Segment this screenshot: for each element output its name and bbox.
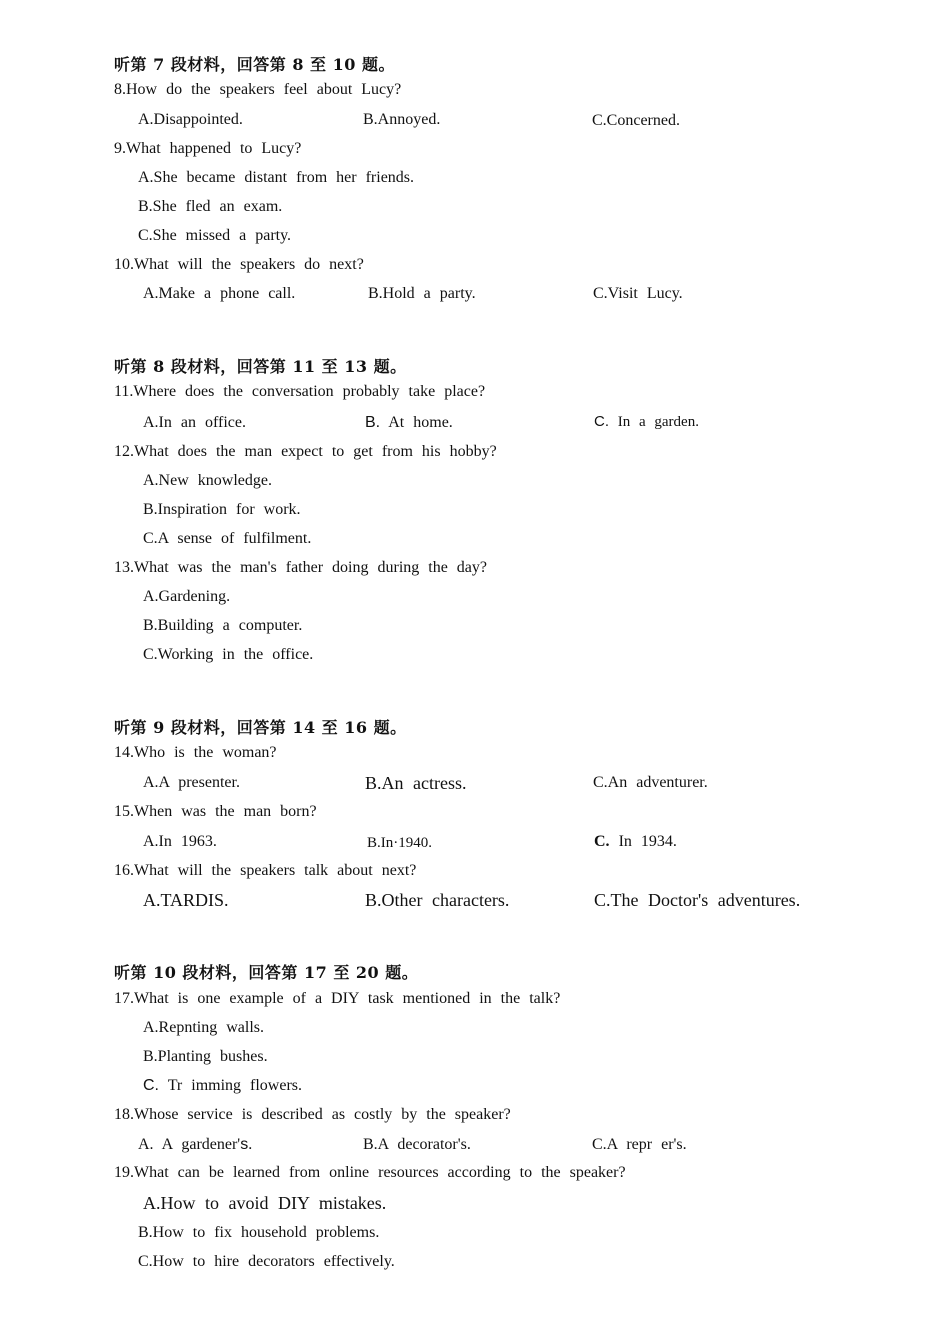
option-b: B.Annoyed. [363, 111, 441, 128]
option-a: A.In 1963. [143, 833, 217, 850]
option-text: A. A gardener' [138, 1136, 241, 1153]
option-a: A.Make a phone call. [143, 285, 296, 302]
option-a: A.She became distant from her friends. [138, 169, 415, 186]
option-c [594, 833, 677, 851]
option-c: C.A sense of fulfilment. [143, 530, 312, 547]
question-text: 12.What does the man expect to get from his hobby? [114, 443, 497, 460]
option-letter: C. [594, 413, 609, 430]
option-letter: B. [365, 414, 381, 431]
option-a: A.In an office. [143, 414, 246, 431]
option-b: B.How to fix household problems. [138, 1224, 380, 1241]
section-heading: 听第 8 段材料，回答第 11 至 13 题。 [114, 357, 407, 376]
option-c [594, 413, 699, 431]
option-c [143, 1077, 302, 1095]
option-a [138, 1136, 252, 1154]
option-b: B.Building a computer. [143, 617, 303, 634]
option-a: A.Disappointed. [138, 111, 243, 128]
option-c: C.How to hire decorators effectively. [138, 1253, 395, 1270]
question-text: 19.What can be learned from online resources according to the speaker? [114, 1164, 626, 1181]
section-heading: 听第 9 段材料，回答第 14 至 16 题。 [114, 718, 407, 737]
option-c: C.Concerned. [592, 112, 680, 129]
option-a: A.Gardening. [143, 588, 231, 605]
question-text: 10.What will the speakers do next? [114, 256, 364, 273]
question-text: 15.When was the man born? [114, 803, 317, 820]
option-b: B.Planting bushes. [143, 1048, 268, 1065]
option-text: In 1934. [609, 833, 677, 850]
option-a: A.A presenter. [143, 774, 240, 791]
option-text: In a garden. [609, 414, 699, 430]
option-c: C.She missed a party. [138, 227, 292, 244]
option-c: C.A repr er's. [592, 1136, 687, 1153]
question-text: 11.Where does the conversation probably take place? [114, 383, 486, 400]
question-text: 9.What happened to Lucy? [114, 140, 302, 157]
question-text: 18.Whose service is described as costly by the speaker? [114, 1106, 511, 1123]
option-b: B.In·1940. [367, 835, 432, 851]
option-b: B.Hold a party. [368, 285, 476, 302]
option-text: Tr imming flowers. [159, 1077, 303, 1094]
option-letter: C. [143, 1077, 159, 1094]
section-heading: 听第 7 段材料，回答第 8 至 10 题。 [114, 55, 395, 74]
option-text: At home. [380, 414, 453, 431]
question-text: 14.Who is the woman? [114, 744, 277, 761]
option-c: C.Visit Lucy. [593, 285, 683, 302]
option-text-end: . [248, 1136, 253, 1153]
question-text: 17.What is one example of a DIY task mentioned in the talk? [114, 990, 561, 1007]
option-a: A.TARDIS. [143, 890, 229, 910]
option-b: B.An actress. [365, 773, 467, 793]
option-text-sans: s [240, 1136, 249, 1153]
option-a: A.New knowledge. [143, 472, 272, 489]
option-b [365, 414, 453, 432]
option-c: C.The Doctor's adventures. [594, 890, 801, 910]
section-heading: 听第 10 段材料，回答第 17 至 20 题。 [114, 963, 419, 982]
option-c: C.Working in the office. [143, 646, 314, 663]
option-letter: C. [594, 833, 610, 850]
option-b: B.A decorator's. [363, 1136, 471, 1153]
option-a: A.Repnting walls. [143, 1019, 264, 1036]
option-c: C.An adventurer. [593, 774, 708, 791]
option-b: B.Inspiration for work. [143, 501, 301, 518]
option-a: A.How to avoid DIY mistakes. [143, 1193, 387, 1213]
option-b: B.She fled an exam. [138, 198, 283, 215]
question-text: 16.What will the speakers talk about next? [114, 862, 417, 879]
question-text: 8.How do the speakers feel about Lucy? [114, 81, 402, 98]
option-b: B.Other characters. [365, 890, 510, 910]
question-text: 13.What was the man's father doing during the day? [114, 559, 488, 576]
